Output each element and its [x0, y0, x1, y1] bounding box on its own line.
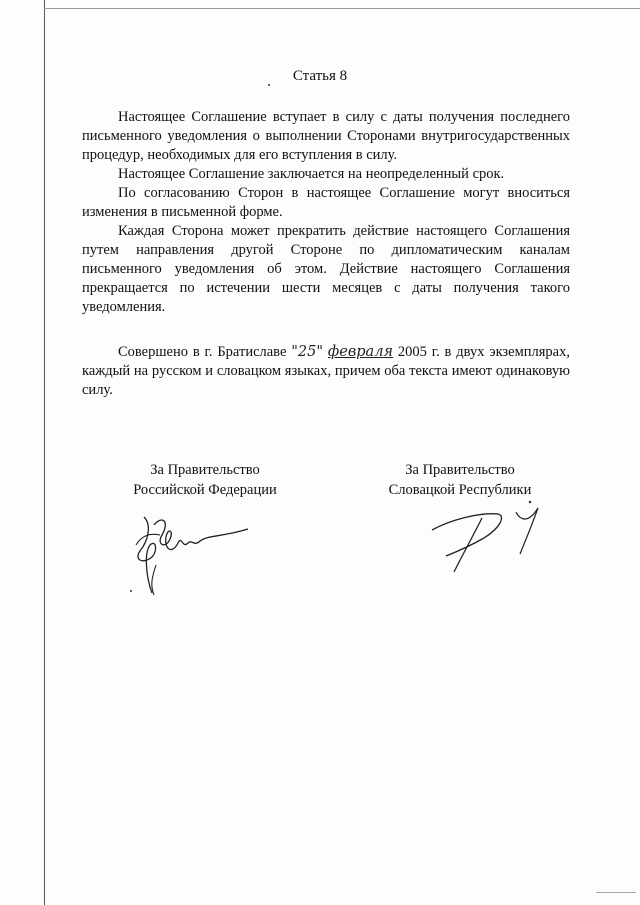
done-suffix: 2005 г. в двух экземплярах, каждый на русском и словацком языках, причем оба текста имеют одинаковую силу. [82, 344, 570, 398]
scan-border [44, 0, 45, 905]
article-title: Статья 8 [292, 68, 348, 84]
scan-speck [596, 892, 636, 893]
done-prefix: Совершено в г. Братиславе [118, 344, 292, 360]
article-body [82, 108, 570, 400]
paragraph: Каждая Сторона может прекратить действие настоящего Соглашения путем направления другой Стороне по дипломатическим каналам письменного уведомления об этом. Действие настоящего Соглашения прекращается по истечении шести месяцев с даты получения такого уведомления. [82, 223, 570, 315]
signatory-line: За Правительство [405, 462, 515, 478]
signatory-country: Словацкой Республики [388, 482, 532, 498]
signatory-line: За Правительство [150, 462, 260, 478]
scan-speck [268, 84, 270, 86]
scan-speck [130, 590, 132, 592]
signatory-country: Российской Федерации [133, 482, 277, 498]
signature-russia [122, 505, 262, 600]
scan-border [44, 8, 640, 9]
done-statement [82, 343, 570, 400]
paragraph: Настоящее Соглашение вступает в силу с даты получения последнего письменного уведомления о выполнении Сторонами внутригосударственных процедур, необходимых для его вступления в силу. [82, 109, 570, 163]
signature-slovakia [420, 490, 560, 575]
handwritten-month: февраля [327, 344, 394, 360]
signatory-russia [110, 460, 300, 500]
paragraph: Настоящее Соглашение заключается на неопределенный срок. [118, 166, 505, 182]
paragraph: По согласованию Сторон в настоящее Соглашение могут вноситься изменения в письменной форме. [82, 185, 570, 220]
handwritten-day: "25" [291, 344, 324, 360]
